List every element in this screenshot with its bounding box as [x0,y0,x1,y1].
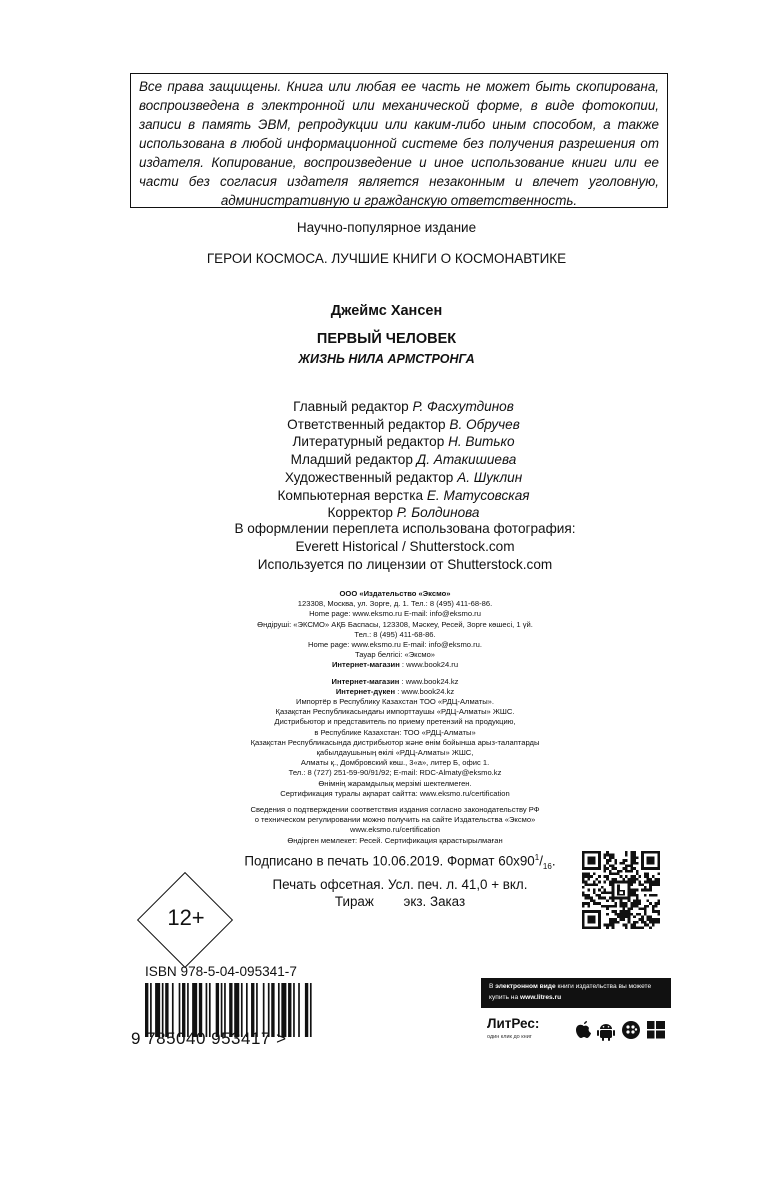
format-numerator: 1 [534,853,540,862]
certification-line: Өндірген мемлекет: Ресей. Сертификация қарастырылмаған [287,835,503,845]
print-signed-text: Подписано в печать 10.06.2019. Формат 60х90 [244,853,535,869]
isbn: ISBN 978-5-04-095341-7 [145,964,297,979]
credit-role: Ответственный редактор [287,416,446,432]
platform-icons [573,1018,673,1042]
credit-role: Компьютерная верстка [277,487,424,503]
credit-name: А. Шуклин [457,469,523,485]
litres-banner-text: книги издательства вы можете [555,983,652,990]
book-subtitle: ЖИЗНЬ НИЛА АРМСТРОНГА [298,352,475,366]
importer-line: Тел.: 8 (727) 251-59-90/91/92; E-mail: RDC-Almaty@eksmo.kz [288,768,502,778]
importer-line: в Республике Казахстан: ТОО «РДЦ-Алматы» [314,727,476,737]
kz-phone: Тел.: 8 (495) 411-68-86. [354,629,436,639]
age-rating-badge [137,872,235,970]
online-shop [0,660,773,670]
credit-role: Главный редактор [293,399,409,414]
publisher-name: ООО «Издательство «Эксмо» [339,589,451,598]
barcode-bar [298,983,300,1037]
credit-name: Е. Матусовская [426,487,530,503]
importer-line: қабылдаушының өкілі «РДЦ-Алматы» ЖШС, [316,748,474,758]
age-rating: 12+ [167,905,205,930]
certification-line: о техническом регулировании можно получить на сайте Издательства «Эксмо» [254,815,536,825]
barcode-bar [310,983,312,1037]
print-type: Печать офсетная. Усл. печ. л. 41,0 + вкл. [272,876,528,892]
book-title: ПЕРВЫЙ ЧЕЛОВЕК [316,331,457,347]
importer-line: Алматы қ., Домбровский көш., 3«а», литер Б, офис 1. [300,758,490,768]
credit-name: В. Обручев [449,416,520,432]
importer-line: Қазақстан Республикасында дистрибьютор және өнім бойынша арыз-талаптарды [250,737,540,747]
credit-role: Художественный редактор [284,469,454,485]
litres-logo: ЛитРес: [487,1016,540,1031]
credit-line [0,433,773,451]
litres-banner-text: купить на [489,993,520,1001]
series-title: ГЕРОИ КОСМОСА. ЛУЧШИЕ КНИГИ О КОСМОНАВТИКЕ [206,251,567,266]
online-shop-kz2-label: Интернет-дүкен [335,686,396,696]
qr-code-icon [582,851,660,929]
online-shop-kz [0,677,773,687]
online-shop-kz2 [0,687,773,697]
rights-notice [130,73,668,208]
importer-line: Қазақстан Республикасындағы импорттаушы «РДЦ-Алматы» ЖШС. [275,707,515,717]
format-denominator: 16 [542,862,552,872]
photo-credit-line: Используется по лицензии от Shutterstock.com [257,556,553,572]
kz-producer: Өндіруші: «ЭКСМО» АҚБ Баспасы, 123308, Мәскеу, Ресей, Зорге көшесі, 1 үй. [257,619,533,629]
litres-tagline: один клик до книг [487,1034,532,1040]
trademark: Тауар белгісі: «Эксмо» [354,650,436,660]
credit-name: Д. Атакишиева [416,452,517,468]
barcode-bar [293,983,295,1037]
publisher-address: 123308, Москва, ул. Зорге, д. 1. Тел.: 8 (495) 411-68-86. [297,599,493,609]
importer-line: Импортёр в Республику Казахстан ТОО «РДЦ-Алматы». [295,697,494,707]
kz-contacts: Home page: www.eksmo.ru E-mail: info@eksmo.ru. [308,640,482,650]
litres-banner-bold: электронном виде [495,983,556,990]
publisher-contacts: Home page: www.eksmo.ru E-mail: info@eksmo.ru [309,609,481,619]
barcode-bar [305,983,308,1037]
author: Джеймс Хансен [330,303,443,319]
credit-name: Н. Витько [448,434,515,450]
online-shop-kz2-url: : www.book24.kz [395,686,455,696]
credit-name: Р. Болдинова [396,505,480,521]
credit-line [0,487,773,505]
importer-line: Дистрибьютор и представитель по приему претензий на продукцию, [274,717,516,727]
edition-type: Научно-популярное издание [296,220,477,235]
litres-banner [481,978,671,1008]
certification-line: Сведения о подтверждении соответствия издания согласно законодательству РФ [250,805,540,815]
barcode-bar [288,983,291,1037]
certification-line: www.eksmo.ru/certification [350,825,440,835]
print-run: Тираж экз. Заказ [334,893,466,909]
credit-line [0,398,773,416]
online-shop-kz-url: : www.book24.kz [399,676,459,686]
photo-credit [0,520,773,573]
ean-digits: 9 785040 953417 > [131,1029,287,1048]
litres-banner-text: В [489,983,496,990]
credit-role: Корректор [327,505,393,521]
litres-banner-line1 [489,982,663,993]
credits [0,398,773,522]
importer-line: Сертификация туралы ақпарат сайтта: www.eksmo.ru/certification [280,788,510,798]
litres-url: www.litres.ru [519,993,562,1001]
credit-name: Р. Фасхутдинов [412,399,514,414]
photo-credit-line: В оформлении переплета использована фотография: [234,521,576,536]
online-shop-kz-label: Интернет-магазин [331,676,400,686]
format-end: . [551,853,556,869]
credit-line [0,451,773,469]
android-icon [597,1024,615,1041]
credit-line [0,416,773,434]
online-shop-label: Интернет-магазин [331,660,400,670]
credit-line [0,469,773,487]
credit-role: Литературный редактор [292,434,445,450]
rights-notice-text: Все права защищены. Книга или любая ее часть не может быть скопирована, воспроизведена в электронной или механической форме, в виде фотокопии, записи в память ЭВМ, репродукции или каким-либо иным способом, а также использована в любой информационной системе без получения разрешения от издателя. Копирование, воспроизведение и иное использование книги или ее части без согласия издателя является незаконным и влечет уголовную, административную и гражданскую ответственность. [139,79,659,208]
litres-banner-line2 [489,993,663,1004]
online-shop-url: : www.book24.ru [399,660,459,670]
windows-icon [647,1021,665,1039]
credit-role: Младший редактор [290,452,413,468]
apple-icon [576,1021,591,1038]
importer-line: Өнімнің жарамдылық мерзімі шектелмеген. [318,778,472,788]
blackberry-icon [622,1021,640,1039]
photo-credit-line: Everett Historical / Shutterstock.com [295,538,515,554]
publisher-imprint [0,589,773,846]
print-signed: Подписано в печать 10.06.2019. Формат $60х90^1/_{16}$. [244,853,556,872]
